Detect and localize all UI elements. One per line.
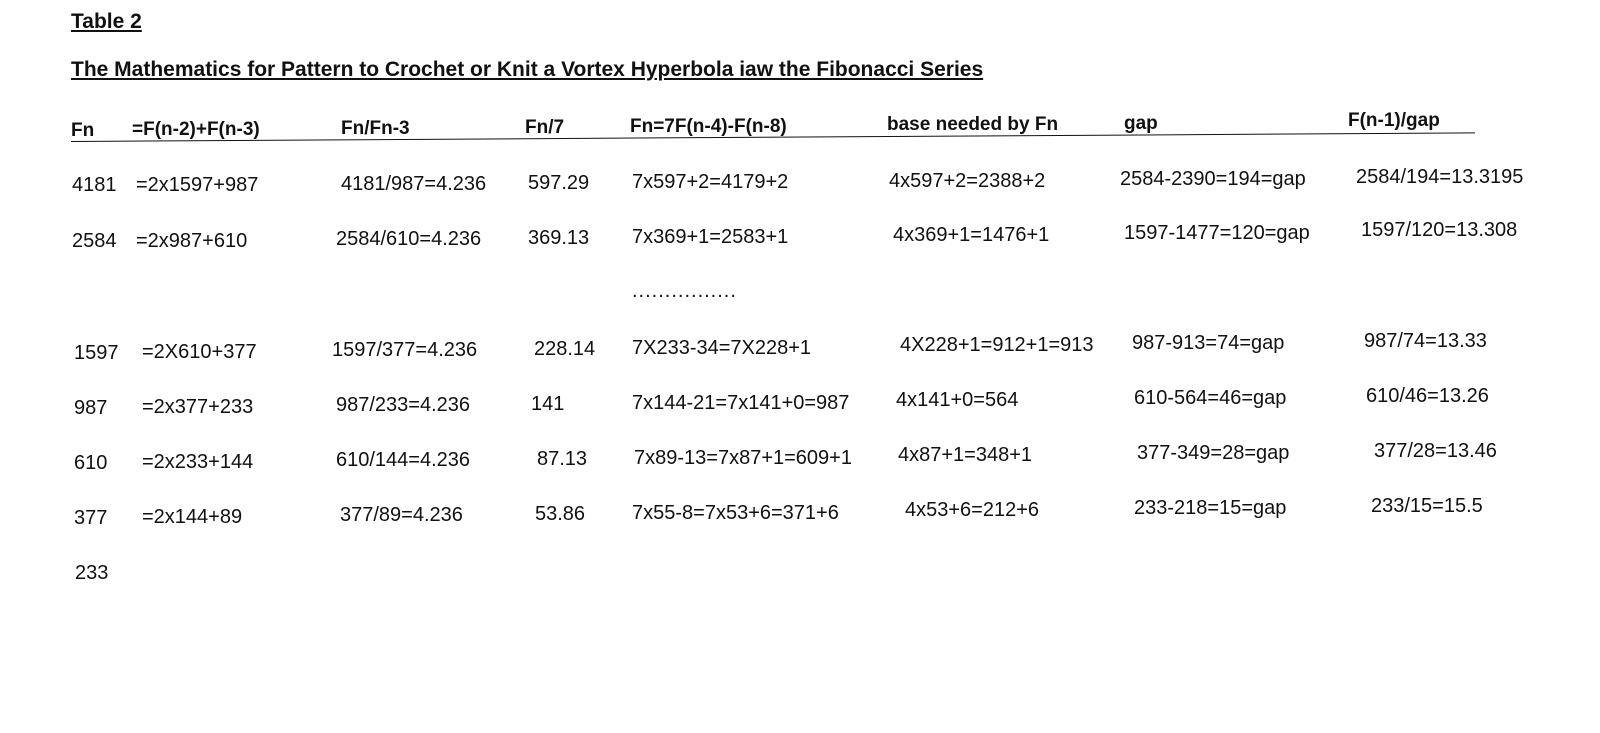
cell-base-needed: 4x141+0=564 <box>896 389 1019 411</box>
cell-seven-formula: 7x55-8=7x53+6=371+6 <box>632 502 839 524</box>
table-label: Table 2 <box>71 10 142 33</box>
header-base-needed: base needed by Fn <box>887 114 1059 135</box>
cell-sum-formula: =2X610+377 <box>142 341 257 363</box>
cell-gap-ratio: 1597/120=13.308 <box>1361 219 1518 241</box>
cell-seven-formula: 7x89-13=7x87+1=609+1 <box>634 447 852 469</box>
header-ratio: Fn/Fn-3 <box>341 118 410 139</box>
cell-gap: 610-564=46=gap <box>1134 387 1287 409</box>
cell-fn: 377 <box>74 507 108 529</box>
cell-fn-div-7: 228.14 <box>534 338 596 360</box>
cell-fn-div-7: 87.13 <box>537 448 588 470</box>
cell-fn-div-7: 369.13 <box>528 227 590 249</box>
cell-fn: 987 <box>74 397 108 419</box>
cell-base-needed: 4x597+2=2388+2 <box>889 170 1046 192</box>
cell-gap: 1597-1477=120=gap <box>1124 222 1310 244</box>
header-gap: gap <box>1124 113 1158 134</box>
header-seven-formula: Fn=7F(n-4)-F(n-8) <box>630 116 787 137</box>
cell-ratio: 1597/377=4.236 <box>332 339 478 361</box>
cell-ratio: 377/89=4.236 <box>340 504 463 526</box>
cell-fn: 610 <box>74 452 108 474</box>
header-fn: Fn <box>71 120 95 141</box>
cell-gap: 377-349=28=gap <box>1137 442 1290 464</box>
cell-ratio: 610/144=4.236 <box>336 449 471 471</box>
cell-ratio: 987/233=4.236 <box>336 394 471 416</box>
cell-fn-div-7: 141 <box>531 393 565 415</box>
cell-fn: 233 <box>75 562 109 584</box>
cell-gap-ratio: 377/28=13.46 <box>1374 440 1497 462</box>
header-gap-ratio: F(n-1)/gap <box>1348 110 1440 131</box>
cell-seven-formula: 7x369+1=2583+1 <box>632 226 789 248</box>
cell-base-needed: 4x369+1=1476+1 <box>893 224 1050 246</box>
cell-sum-formula: =2x987+610 <box>136 230 248 252</box>
cell-gap-ratio: 2584/194=13.3195 <box>1356 166 1524 188</box>
row-ellipsis: ................ <box>632 280 737 302</box>
table-header-row <box>0 108 1600 148</box>
cell-sum-formula: =2x233+144 <box>142 451 254 473</box>
cell-gap-ratio: 610/46=13.26 <box>1366 385 1489 407</box>
cell-fn: 4181 <box>72 174 117 196</box>
cell-sum-formula: =2x377+233 <box>142 396 254 418</box>
cell-gap-ratio: 987/74=13.33 <box>1364 330 1487 352</box>
cell-gap: 233-218=15=gap <box>1134 497 1287 519</box>
cell-gap-ratio: 233/15=15.5 <box>1371 495 1483 517</box>
cell-seven-formula: 7X233-34=7X228+1 <box>632 337 812 359</box>
cell-fn: 1597 <box>74 342 119 364</box>
cell-fn: 2584 <box>72 230 117 252</box>
cell-fn-div-7: 53.86 <box>535 503 586 525</box>
cell-fn-div-7: 597.29 <box>528 172 590 194</box>
document-title: The Mathematics for Pattern to Crochet or Knit a Vortex Hyperbola iaw the Fibonacci Series <box>71 58 984 81</box>
cell-base-needed: 4x87+1=348+1 <box>898 444 1033 466</box>
header-fn-div-7: Fn/7 <box>525 117 565 138</box>
cell-base-needed: 4X228+1=912+1=913 <box>900 334 1094 356</box>
cell-seven-formula: 7x597+2=4179+2 <box>632 171 789 193</box>
cell-sum-formula: =2x1597+987 <box>136 174 259 196</box>
cell-sum-formula: =2x144+89 <box>142 506 243 528</box>
cell-gap: 2584-2390=194=gap <box>1120 168 1306 190</box>
cell-base-needed: 4x53+6=212+6 <box>905 499 1040 521</box>
cell-gap: 987-913=74=gap <box>1132 332 1285 354</box>
cell-seven-formula: 7x144-21=7x141+0=987 <box>632 392 850 414</box>
cell-ratio: 4181/987=4.236 <box>341 173 487 195</box>
cell-ratio: 2584/610=4.236 <box>336 228 482 250</box>
header-sum-formula: =F(n-2)+F(n-3) <box>132 119 260 140</box>
